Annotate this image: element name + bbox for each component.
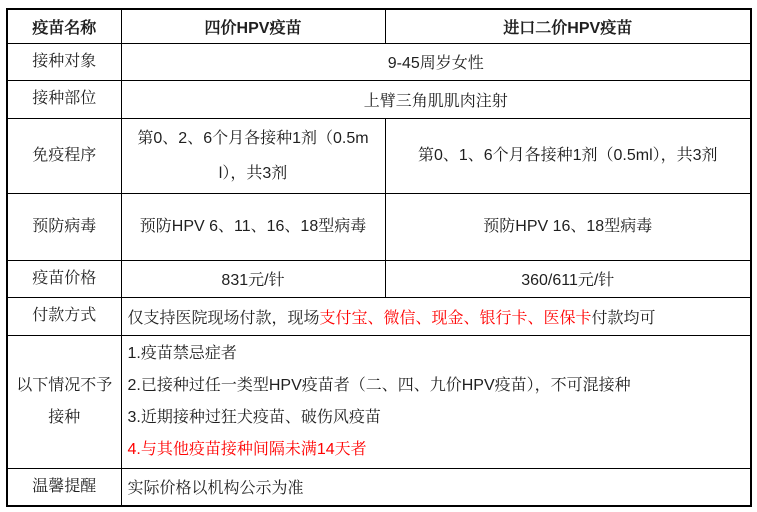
contraindications-label: 以下情况不予接种 xyxy=(7,335,121,468)
payment-value xyxy=(121,297,751,335)
table-row-schedule xyxy=(7,118,751,193)
notice-label: 温馨提醒 xyxy=(7,468,121,506)
site-label: 接种部位 xyxy=(7,80,121,118)
table-row-contraindications xyxy=(7,335,751,468)
table-row-price xyxy=(7,260,751,297)
contraindication-item-3: 3.近期接种过狂犬疫苗、破伤风疫苗 xyxy=(127,408,381,426)
header-vaccine-name: 疫苗名称 xyxy=(7,9,121,43)
contraindication-item-4-warning: 4.与其他疫苗接种间隔未满14天者 xyxy=(127,440,367,458)
virus-bivalent: 预防HPV 16、18型病毒 xyxy=(385,193,751,260)
table-row-header xyxy=(7,9,751,43)
notice-value: 实际价格以机构公示为准 xyxy=(121,468,751,506)
table-row-virus xyxy=(7,193,751,260)
payment-label: 付款方式 xyxy=(7,297,121,335)
price-bivalent: 360/611元/针 xyxy=(385,260,751,297)
schedule-quadrivalent: 第0、2、6个月各接种1剂（0.5ml），共3剂 xyxy=(121,118,385,193)
payment-suffix-text: 付款均可 xyxy=(591,309,656,327)
schedule-bivalent: 第0、1、6个月各接种1剂（0.5ml），共3剂 xyxy=(385,118,751,193)
vaccine-comparison-table xyxy=(6,8,752,507)
payment-methods-highlight: 支付宝、微信、现金、银行卡、医保卡 xyxy=(319,309,592,327)
contraindication-item-2: 2.已接种过任一类型HPV疫苗者（二、四、九价HPV疫苗），不可混接种 xyxy=(127,376,631,394)
target-value: 9-45周岁女性 xyxy=(121,43,751,80)
table-row-notice xyxy=(7,468,751,506)
contraindications-list xyxy=(121,335,751,468)
table-row-site xyxy=(7,80,751,118)
contraindication-item-1: 1.疫苗禁忌症者 xyxy=(127,344,237,362)
schedule-label: 免疫程序 xyxy=(7,118,121,193)
virus-quadrivalent: 预防HPV 6、11、16、18型病毒 xyxy=(121,193,385,260)
price-label: 疫苗价格 xyxy=(7,260,121,297)
header-quadrivalent-hpv: 四价HPV疫苗 xyxy=(121,9,385,43)
payment-prefix-text: 仅支持医院现场付款，现场 xyxy=(127,309,320,327)
table-row-payment xyxy=(7,297,751,335)
virus-label: 预防病毒 xyxy=(7,193,121,260)
header-imported-bivalent-hpv: 进口二价HPV疫苗 xyxy=(385,9,751,43)
price-quadrivalent: 831元/针 xyxy=(121,260,385,297)
table-row-target xyxy=(7,43,751,80)
target-label: 接种对象 xyxy=(7,43,121,80)
site-value: 上臂三角肌肌肉注射 xyxy=(121,80,751,118)
